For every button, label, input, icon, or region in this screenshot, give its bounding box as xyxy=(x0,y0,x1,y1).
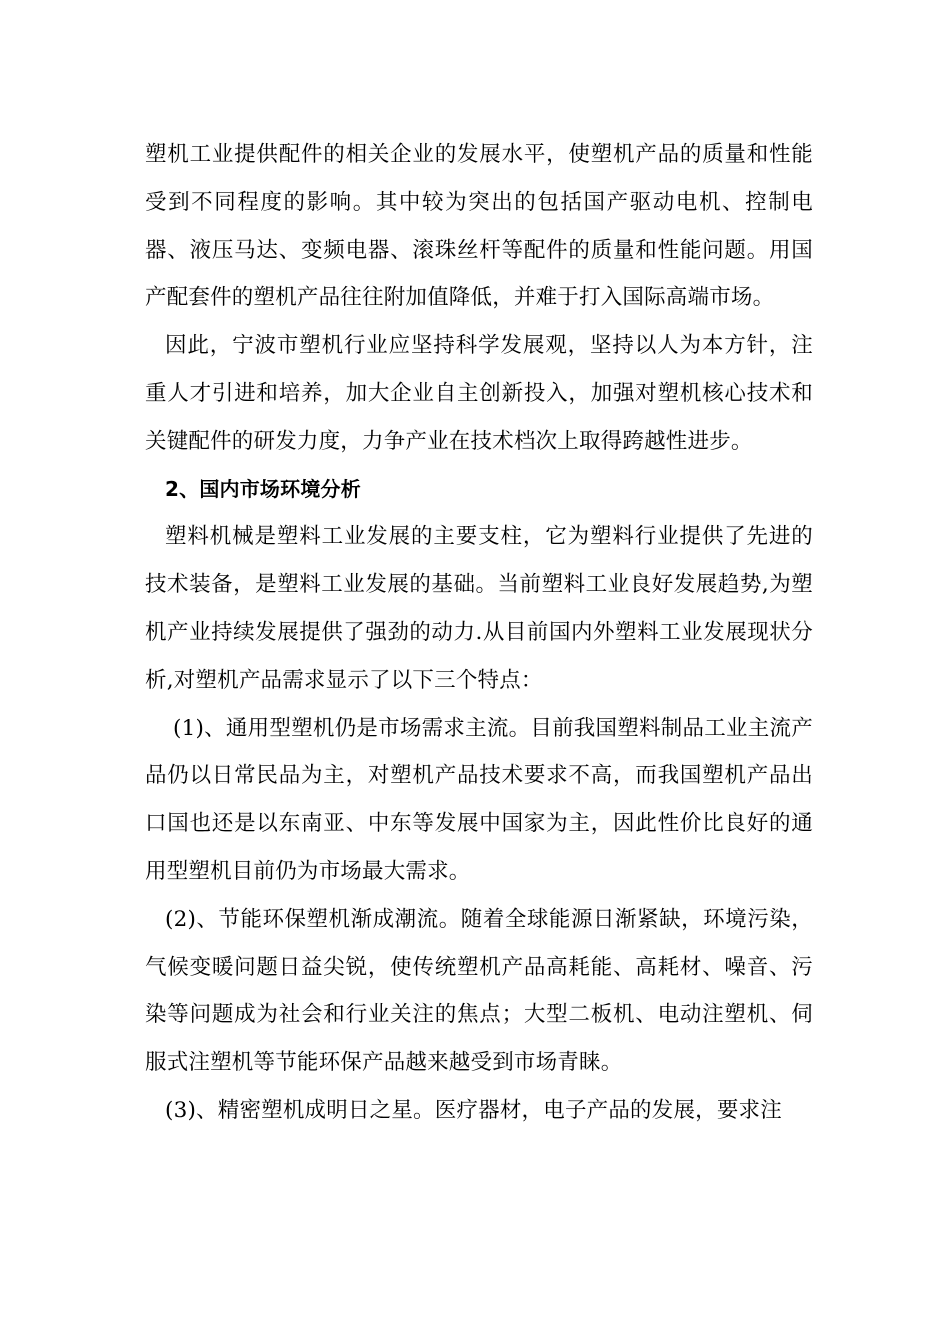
document-body xyxy=(145,131,813,1135)
paragraph-plastic-machinery: 塑料机械是塑料工业发展的主要支柱，它为塑料行业提供了先进的技术装备，是塑料工业发展的基础。当前塑料工业良好发展趋势,为塑机产业持续发展提供了强劲的动力.从目前国内外塑料工业发展现状分析,对塑机产品需求显示了以下三个特点： xyxy=(145,524,813,693)
paragraph-therefore: 因此，宁波市塑机行业应坚持科学发展观，坚持以人为本方针，注重人才引进和培养，加大企业自主创新投入，加强对塑机核心技术和关键配件的研发力度，力争产业在技术档次上取得跨越性进步。 xyxy=(145,333,813,454)
section-heading-domestic-market: 2、国内市场环境分析 xyxy=(165,476,361,501)
paragraph-point-1: (1)、通用型塑机仍是市场需求主流。目前我国塑料制品工业主流产品仍以日常民品为主，对塑机产品技术要求不高，而我国塑机产品出口国也还是以东南亚、中东等发展中国家为主，因此性价比良好的通用型塑机目前仍为市场最大需求。 xyxy=(145,715,813,884)
paragraph-point-2: (2)、节能环保塑机渐成潮流。随着全球能源日渐紧缺，环境污染，气候变暖问题日益尖锐，使传统塑机产品高耗能、高耗材、噪音、污染等问题成为社会和行业关注的焦点；大型二板机、电动注塑机、伺服式注塑机等节能环保产品越来越受到市场青睐。 xyxy=(145,906,813,1076)
paragraph-accessory-quality: 塑机工业提供配件的相关企业的发展水平，使塑机产品的质量和性能受到不同程度的影响。其中较为突出的包括国产驱动电机、控制电器、液压马达、变频电器、滚珠丝杆等配件的质量和性能问题。用国产配套件的塑机产品往往附加值降低，并难于打入国际高端市场。 xyxy=(145,142,813,311)
paragraph-point-3: (3)、精密塑机成明日之星。医疗器材，电子产品的发展，要求注 xyxy=(165,1097,782,1123)
